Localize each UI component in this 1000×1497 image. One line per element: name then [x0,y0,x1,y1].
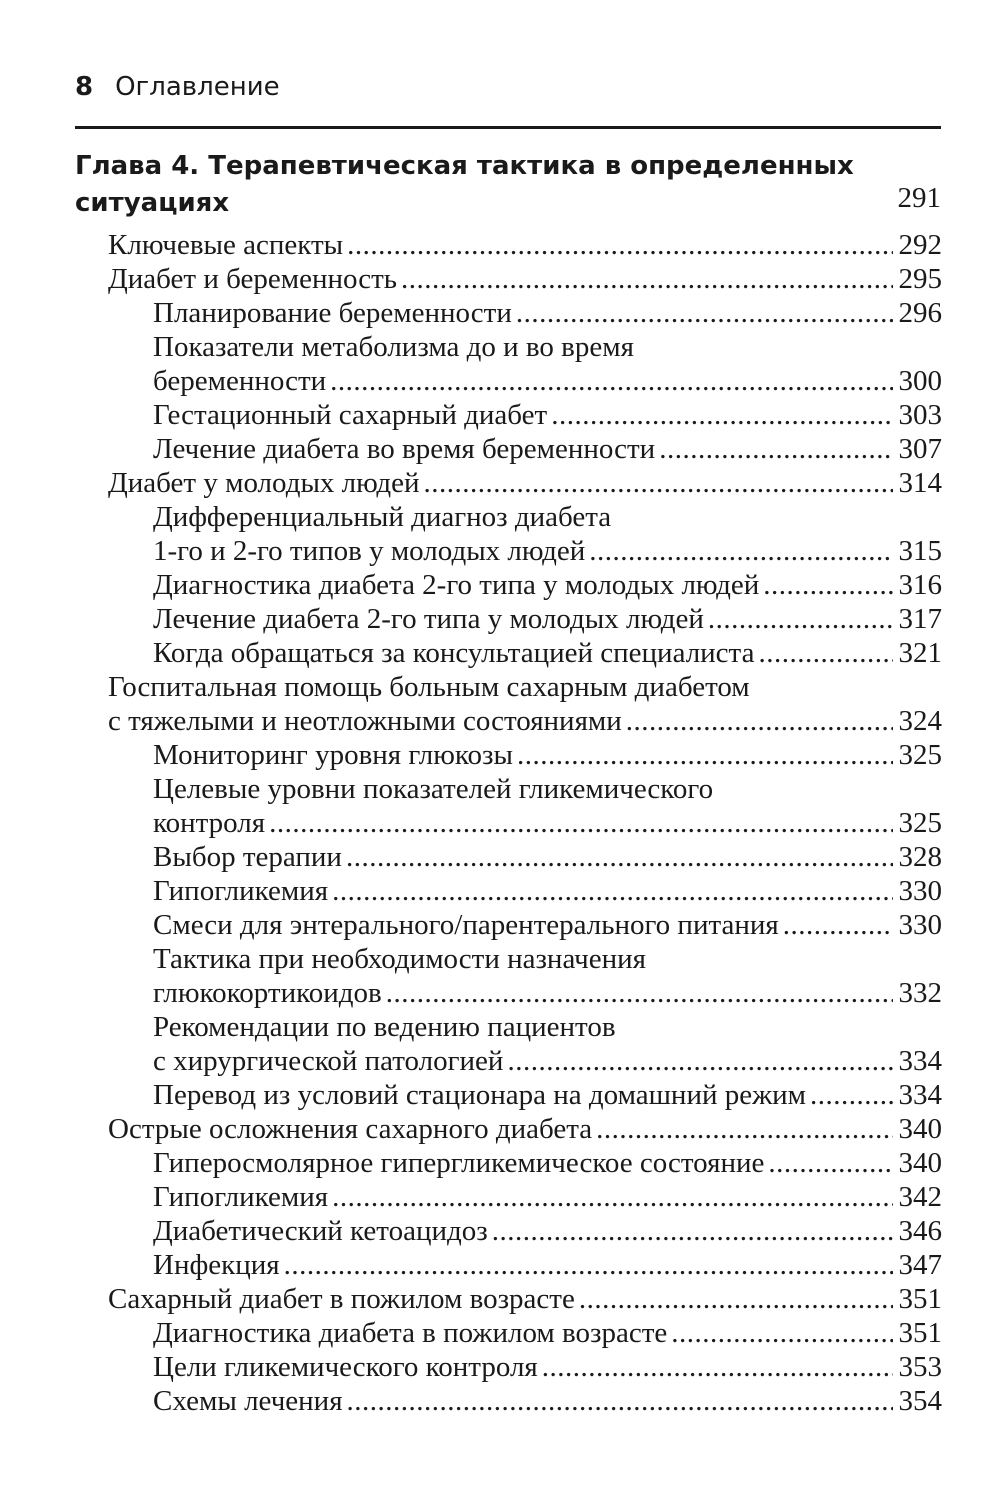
toc-entry-page: 330 [898,875,942,907]
dot-leader [596,1112,892,1146]
toc-entry[interactable] [0,1180,1000,1214]
page-number: 8 [75,72,94,102]
toc-entry[interactable] [0,1214,1000,1248]
dot-leader [424,466,893,500]
dot-leader [386,976,893,1010]
toc-entry-line [153,602,942,636]
toc-entry-line [153,1078,942,1112]
toc-entry-title: Диагностика диабета в пожилом возрасте [153,1317,668,1349]
toc-list [0,228,1000,1418]
toc-entry-line [108,228,942,262]
toc-entry-title: Мониторинг уровня глюкозы [153,739,513,771]
toc-entry-title: глюкокортикоидов [153,977,382,1009]
toc-entry-title: Гиперосмолярное гипергликемическое состояние [153,1147,765,1179]
dot-leader [626,704,893,738]
toc-entry-title-line: Целевые уровни показателей гликемического [153,773,714,805]
toc-entry[interactable] [0,1078,1000,1112]
toc-entry-line [108,1282,942,1316]
toc-entry-page: 334 [898,1045,942,1077]
dot-leader [347,1384,893,1418]
toc-entry-line [153,1316,942,1350]
toc-entry[interactable] [0,1350,1000,1384]
dot-leader [401,262,893,296]
toc-entry-line [153,738,942,772]
dot-leader [347,228,892,262]
dot-leader [579,1282,893,1316]
toc-entry-page: 328 [898,841,942,873]
chapter-heading[interactable] [75,148,941,222]
toc-entry[interactable] [0,330,1000,398]
running-head [75,72,280,102]
toc-entry[interactable] [0,1248,1000,1282]
toc-entry-line [153,636,942,670]
chapter-page: 291 [897,182,941,214]
toc-entry[interactable] [0,500,1000,568]
toc-entry-page: 347 [898,1249,942,1281]
toc-entry-line [108,466,942,500]
toc-entry-title-line: Дифференциальный диагноз диабета [153,501,612,533]
toc-entry-title-line: Показатели метаболизма до и во время [153,331,634,363]
toc-entry[interactable] [0,432,1000,466]
toc-entry-title: Гестационный сахарный диабет [153,399,548,431]
toc-entry-page: 325 [898,739,942,771]
dot-leader [708,602,893,636]
toc-entry-page: 324 [898,705,942,737]
toc-entry-title: Диабетический кетоацидоз [153,1215,488,1247]
toc-entry-page: 321 [898,637,942,669]
toc-entry-line [153,432,942,466]
toc-entry-line [153,398,942,432]
dot-leader [517,738,893,772]
toc-entry[interactable] [0,636,1000,670]
toc-entry-page: 332 [898,977,942,1009]
toc-entry-page: 334 [898,1079,942,1111]
toc-entry[interactable] [0,1112,1000,1146]
toc-entry-page: 354 [898,1385,942,1417]
toc-entry[interactable] [0,466,1000,500]
toc-entry-title: контроля [153,807,266,839]
toc-entry-page: 315 [898,535,942,567]
toc-entry-line [108,1112,942,1146]
toc-entry-title: Лечение диабета 2-го типа у молодых людей [153,603,704,635]
toc-entry-line [153,908,942,942]
toc-entry-title: Ключевые аспекты [108,229,344,261]
section-title: Оглавление [115,72,280,102]
toc-entry-line [153,840,942,874]
toc-entry-title: беременности [153,365,327,397]
toc-entry-title: Гипогликемия [153,1181,329,1213]
dot-leader [332,874,892,908]
toc-entry-page: 351 [898,1317,942,1349]
toc-entry-line [153,1180,942,1214]
toc-entry-title-line: Госпитальная помощь больным сахарным диабетом [108,671,750,703]
toc-entry-title: Сахарный диабет в пожилом возрасте [108,1283,575,1315]
toc-entry-page: 353 [898,1351,942,1383]
toc-entry-line [153,296,942,330]
dot-leader [346,840,893,874]
dot-leader [551,398,892,432]
toc-entry-title: Выбор терапии [153,841,342,873]
toc-entry[interactable] [0,398,1000,432]
toc-entry-line [153,874,942,908]
toc-entry-line [153,534,942,568]
toc-entry-title-line: Рекомендации по ведению пациентов [153,1011,616,1043]
dot-leader [671,1316,892,1350]
toc-entry-page: 296 [898,297,942,329]
toc-entry-line [153,976,942,1010]
toc-entry[interactable] [0,738,1000,772]
dot-leader [758,636,892,670]
toc-entry-line [153,1248,942,1282]
toc-entry-title: Диабет и беременность [108,263,397,295]
toc-entry-page: 300 [898,365,942,397]
toc-entry[interactable] [0,296,1000,330]
toc-entry-page: 303 [898,399,942,431]
toc-entry[interactable] [0,1282,1000,1316]
chapter-title: Глава 4. Терапевтическая тактика в определенных ситуациях [75,151,854,218]
toc-entry-page: 307 [898,433,942,465]
toc-entry[interactable] [0,568,1000,602]
toc-entry[interactable] [0,602,1000,636]
toc-entry-line [153,1146,942,1180]
dot-leader [763,568,892,602]
toc-entry-page: 342 [898,1181,942,1213]
toc-entry-line [153,1384,942,1418]
toc-entry[interactable] [0,670,1000,738]
dot-leader [492,1214,893,1248]
toc-entry-title-line: Тактика при необходимости назначения [153,943,646,975]
toc-entry[interactable] [0,262,1000,296]
toc-entry-page: 351 [898,1283,942,1315]
dot-leader [330,364,892,398]
toc-entry-title: 1-го и 2-го типов у молодых людей [153,535,586,567]
dot-leader [507,1044,892,1078]
toc-entry-line [108,704,942,738]
dot-leader [783,908,893,942]
toc-entry-title: Когда обращаться за консультацией специалиста [153,637,755,669]
toc-entry-title: Схемы лечения [153,1385,343,1417]
toc-entry-title: Инфекция [153,1249,280,1281]
toc-entry-title: Острые осложнения сахарного диабета [108,1113,593,1145]
toc-entry[interactable] [0,772,1000,840]
toc-entry-page: 317 [898,603,942,635]
toc-entry-title: с тяжелыми и неотложными состояниями [108,705,622,737]
toc-entry-page: 330 [898,909,942,941]
toc-entry-line [153,1044,942,1078]
dot-leader [768,1146,892,1180]
toc-entry[interactable] [0,908,1000,942]
toc-entry-line [153,568,942,602]
toc-entry-page: 292 [898,229,942,261]
toc-entry-title: Планирование беременности [153,297,512,329]
dot-leader [810,1078,892,1112]
toc-entry-title: с хирургической патологией [153,1045,504,1077]
toc-entry-page: 340 [898,1113,942,1145]
toc-entry-title: Гипогликемия [153,875,329,907]
toc-entry[interactable] [0,1010,1000,1078]
dot-leader [516,296,893,330]
toc-entry-line [108,262,942,296]
dot-leader [542,1350,893,1384]
toc-entry[interactable] [0,1384,1000,1418]
toc-entry-page: 346 [898,1215,942,1247]
toc-entry-title: Цели гликемического контроля [153,1351,538,1383]
toc-entry-line [153,1350,942,1384]
toc-entry-title: Диагностика диабета 2-го типа у молодых людей [153,569,760,601]
toc-entry-line [153,806,942,840]
dot-leader [269,806,892,840]
toc-entry-page: 325 [898,807,942,839]
dot-leader [284,1248,893,1282]
toc-entry-line [153,364,942,398]
toc-entry-title: Диабет у молодых людей [108,467,420,499]
toc-entry-line [153,1214,942,1248]
toc-entry[interactable] [0,874,1000,908]
dot-leader [589,534,892,568]
toc-entry-title: Смеси для энтерального/парентерального питания [153,909,779,941]
toc-entry[interactable] [0,840,1000,874]
toc-entry[interactable] [0,228,1000,262]
toc-entry-page: 295 [898,263,942,295]
header-rule [75,126,941,129]
toc-entry-page: 316 [898,569,942,601]
dot-leader [332,1180,892,1214]
toc-entry[interactable] [0,1316,1000,1350]
toc-entry[interactable] [0,942,1000,1010]
toc-entry-title: Лечение диабета во время беременности [153,433,656,465]
dot-leader [659,432,892,466]
toc-entry-title: Перевод из условий стационара на домашний режим [153,1079,807,1111]
toc-entry[interactable] [0,1146,1000,1180]
toc-entry-page: 314 [898,467,942,499]
toc-entry-page: 340 [898,1147,942,1179]
